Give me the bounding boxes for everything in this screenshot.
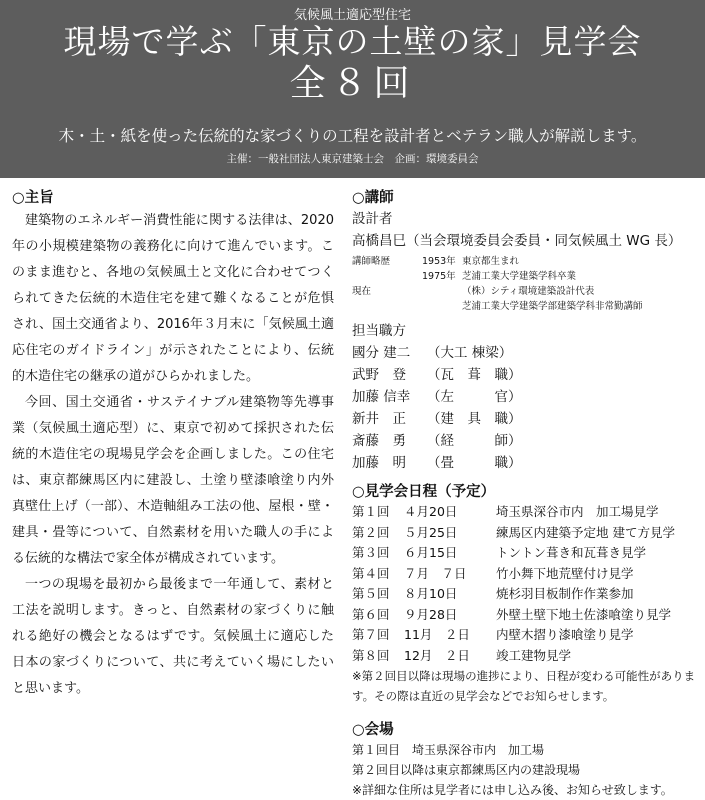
schedule-heading: ○見学会日程（予定） — [352, 484, 496, 500]
purpose-paragraph: 今回、国土交通省・サステイナブル建築物等先導事業（気候風土適応型）に、東京で初めて採択された伝統的木造住宅の現場見学会を企画しました。この住宅は、東京都練馬区内に建設し、土塗り壁漆喰塗り内外真壁仕上げ（一部）、木造軸組み工法の他、屋根・壁・建具・畳等について、自然素材を用いた職人の手による伝統的な構法で家全体が構成されています。 — [12, 395, 334, 566]
craftsman-item: 加藤 明 （畳 職） — [352, 455, 522, 471]
schedule-item: 第７回 11月 ２日 内壁木摺り漆喰塗り見学 — [352, 627, 634, 642]
schedule-list — [352, 502, 697, 666]
craftsman-item: 武野 登 （瓦 葺 職） — [352, 367, 522, 383]
venue-line: 第１回目 埼玉県深谷市内 加工場 — [352, 743, 545, 757]
career-list — [352, 254, 697, 314]
craftsman-item: 加藤 信幸 （左 官） — [352, 389, 522, 405]
career-item: 現在 （株）シティ環境建築設計代表 — [352, 286, 595, 297]
craftsmen-list — [352, 342, 697, 474]
venue-section — [352, 720, 697, 800]
venue-heading: ○会場 — [352, 722, 394, 738]
craftsman-item: 新井 正 （建 具 職） — [352, 411, 522, 427]
venue-line: 第２回目以降は東京都練馬区内の建設現場 — [352, 763, 581, 777]
career-item: 講師略歴 1953年 東京都生まれ — [352, 256, 520, 267]
purpose-paragraph: 建築物のエネルギー消費性能に関する法律は、2020年の小規模建築物の義務化に向けて進んでいます。このまま進むと、各地の気候風土と文化に合わせてつくられてきた伝統的木造住宅を建て難くなることが危惧され、国土交通省より、2016年３月末に「気候風土適応住宅のガイドライン」が示されたことにより、伝統的木造住宅の継承の道がひらかれました。 — [12, 213, 334, 384]
instructors-section — [352, 188, 697, 474]
schedule-item: 第５回 ８月10日 焼杉羽目板制作作業参加 — [352, 586, 634, 601]
schedule-note: ※第２回目以降は現場の進捗により、日程が変わる可能性があります。その際は直近の見学会などでお知らせします。 — [352, 669, 696, 703]
career-item: 芝浦工業大学建築学部建築学科非常勤講師 — [462, 301, 643, 312]
schedule-item: 第４回 ７月 ７日 竹小舞下地荒壁付け見学 — [352, 565, 634, 581]
header-subtitle: 気候風土適応型住宅 — [293, 8, 411, 23]
schedule-item: 第１回 ４月20日 埼玉県深谷市内 加工場見学 — [352, 504, 659, 519]
venue-line: ※詳細な住所は見学者には申し込み後、お知らせ致します。 — [352, 783, 673, 797]
session-count: 全８回 — [289, 63, 416, 104]
schedule-item: 第６回 ９月28日 外壁土壁下地土佐漆喰塗り見学 — [352, 606, 672, 622]
schedule-item: 第２回 ５月25日 練馬区内建築予定地 建て方見学 — [352, 524, 675, 540]
schedule-item: 第３回 ６月15日 トントン葺き和瓦葺き見学 — [352, 545, 647, 560]
designer-name: 高橋昌巳（当会環境委員会委員・同気候風土 WG 長） — [352, 233, 682, 249]
craftsman-item: 國分 建二 （大工 棟梁） — [352, 345, 513, 361]
purpose-section — [12, 188, 334, 702]
purpose-heading: ○主旨 — [12, 190, 54, 206]
purpose-paragraph: 一つの現場を最初から最後まで一年通して、素材と工法を説明します。きっと、自然素材の家づくりに触れる絶好の機会となるはずです。気候風土に適応した日本の家づくりについて、共に考えていく場にしたいと思います。 — [12, 577, 334, 696]
organizer-line: 主催：一般社団法人東京建築士会 企画：環境委員会 — [226, 153, 479, 165]
designer-label: 設計者 — [352, 211, 393, 227]
schedule-section — [352, 482, 697, 706]
header-tagline: 木・土・紙を使った伝統的な家づくりの工程を設計者とベテラン職人が解説します。 — [58, 127, 647, 145]
career-item: 1975年 芝浦工業大学建築学科卒業 — [422, 271, 577, 282]
craftsmen-label: 担当職方 — [352, 323, 406, 339]
instructors-heading: ○講師 — [352, 190, 394, 206]
header-banner — [0, 0, 705, 178]
craftsman-item: 斎藤 勇 （経 師） — [352, 433, 522, 449]
right-column — [352, 188, 697, 800]
schedule-item: 第８回 12月 ２日 竣工建物見学 — [352, 647, 572, 663]
page-title: 現場で学ぶ「東京の土壁の家」見学会 — [63, 22, 642, 61]
